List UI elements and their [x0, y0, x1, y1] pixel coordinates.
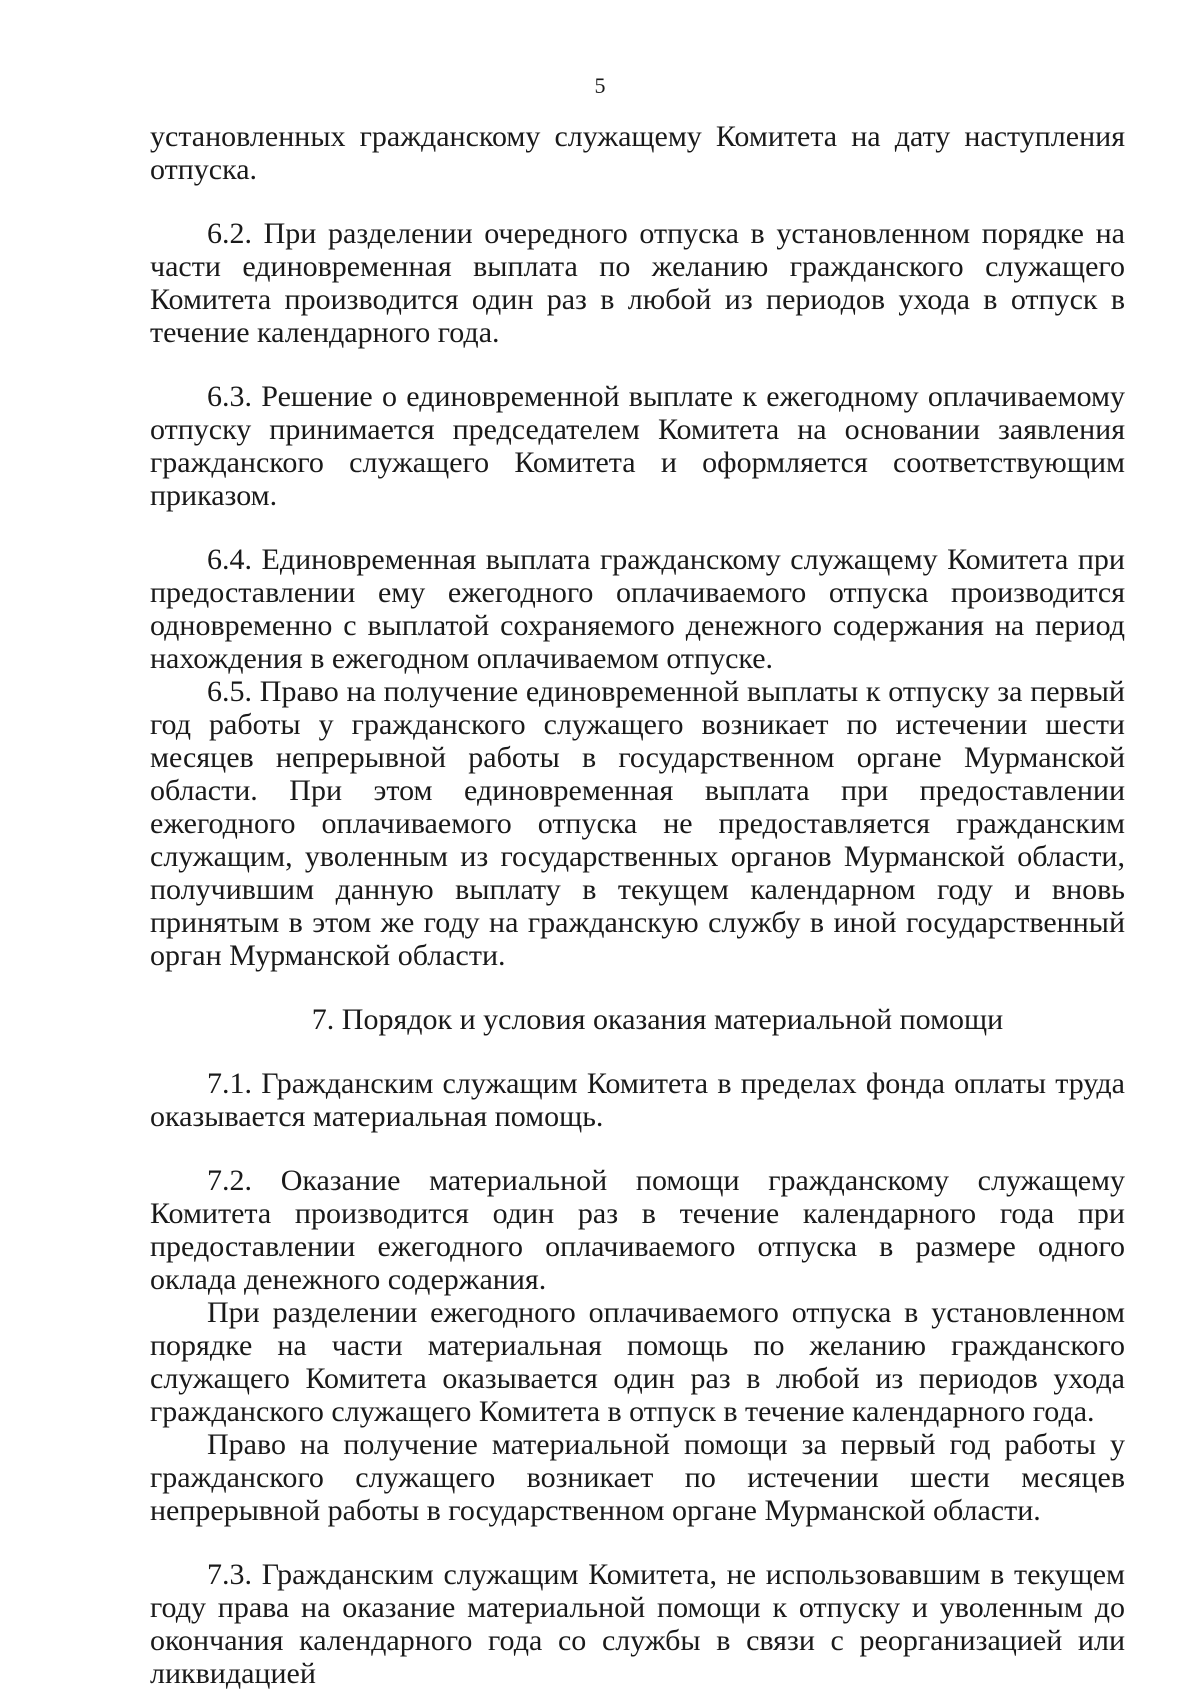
paragraph-6-5: 6.5. Право на получение единовременной выплаты к отпуску за первый год работы у гражданского служащего возникает по истечении шести месяцев непрерывной работы в государственном органе Мурманской области. При этом единовременная выплата при предоставлении ежегодного оплачиваемого отпуска не предоставляется гражданским служащим, уволенным из государственных органов Мурманской области, получившим данную выплату в текущем календарном году и вновь принятым в этом же году на гражданскую службу в иной государственный орган Мурманской области. — [150, 675, 1125, 972]
paragraph-continuation: установленных гражданскому служащему Комитета на дату наступления отпуска. — [150, 120, 1125, 186]
paragraph-7-3: 7.3. Гражданским служащим Комитета, не использовавшим в текущем году права на оказание материальной помощи к отпуску и уволенным до окончания календарного года со службы в связи с реорганизацией или ликвидацией — [150, 1558, 1125, 1690]
paragraph-7-2: 7.2. Оказание материальной помощи гражданскому служащему Комитета производится один раз в течение календарного года при предоставлении ежегодного оплачиваемого отпуска в размере одного оклада денежного содержания. — [150, 1164, 1125, 1296]
paragraph-6-2: 6.2. При разделении очередного отпуска в установленном порядке на части единовременная выплата по желанию гражданского служащего Комитета производится один раз в любой из периодов ухода в отпуск в течение календарного года. — [150, 217, 1125, 349]
paragraph-6-4: 6.4. Единовременная выплата гражданскому служащему Комитета при предоставлении ему ежегодного оплачиваемого отпуска производится одновременно с выплатой сохраняемого денежного содержания на период нахождения в ежегодном оплачиваемом отпуске. — [150, 543, 1125, 675]
paragraph-6-3: 6.3. Решение о единовременной выплате к ежегодному оплачиваемому отпуску принимается председателем Комитета на основании заявления гражданского служащего Комитета и оформляется соответствующим приказом. — [150, 380, 1125, 512]
paragraph-7-2-parts: При разделении ежегодного оплачиваемого отпуска в установленном порядке на части материальная помощь по желанию гражданского служащего Комитета оказывается один раз в любой из периодов ухода гражданского служащего Комитета в отпуск в течение календарного года. — [150, 1296, 1125, 1428]
document-body — [150, 120, 1125, 1690]
section-heading-7: 7. Порядок и условия оказания материальной помощи — [311, 1003, 1004, 1036]
paragraph-7-2-first-year: Право на получение материальной помощи за первый год работы у гражданского служащего возникает по истечении шести месяцев непрерывной работы в государственном органе Мурманской области. — [150, 1428, 1125, 1527]
page-number: 5 — [594, 73, 606, 98]
paragraph-7-1: 7.1. Гражданским служащим Комитета в пределах фонда оплаты труда оказывается материальная помощь. — [150, 1067, 1125, 1133]
